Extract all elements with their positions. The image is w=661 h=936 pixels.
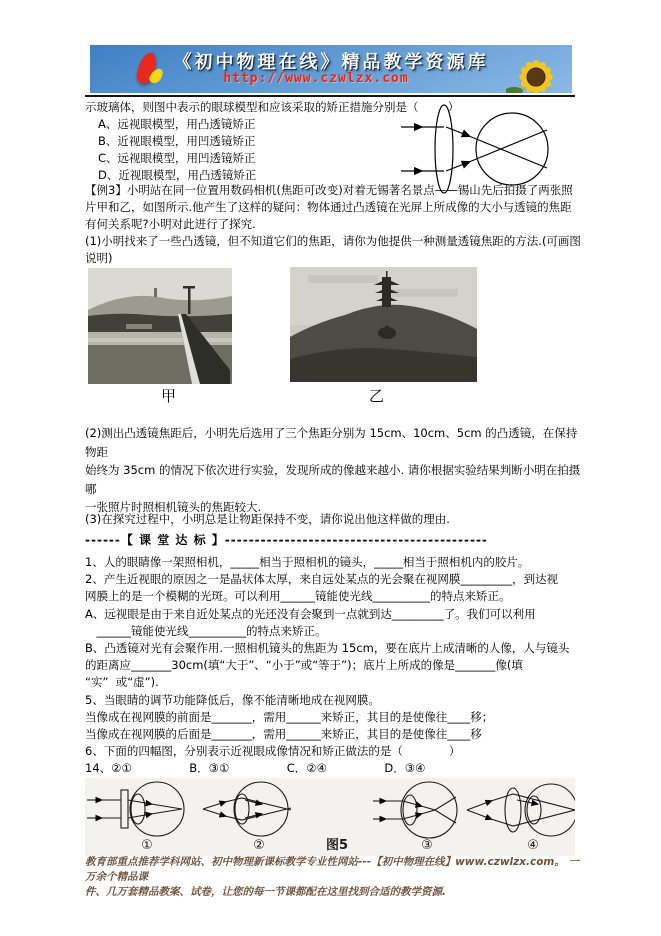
- figure5-caption: 图5: [325, 838, 349, 853]
- classwork-line: ______镜能使光线__________的特点来矫正。: [85, 623, 327, 638]
- footer-promo: [85, 855, 581, 900]
- classwork-line: “实” 或“虚”).: [85, 675, 159, 690]
- classwork-line: 2、产生近视眼的原因之一是晶状体太厚，来自远处某点的光会聚在视网膜_________，到达视: [85, 572, 559, 587]
- option-a: A、远视眼模型，用凸透镜矫正: [98, 117, 256, 131]
- question2-line: 始终为 35cm 的情况下依次进行实验，发现所成的像越来越小. 请你根据实验结果判断小明在拍摄哪: [85, 463, 581, 496]
- example3-line: 片甲和乙，如图所示.他产生了这样的疑问：物体通过凸透镜在光屏上所成像的大小与透镜的焦距: [85, 200, 572, 214]
- eye-model-diagram: [399, 97, 571, 195]
- classwork-line: 6、下面的四幅图，分别表示近视眼成像情况和矫正做法的是（ ）: [85, 744, 461, 759]
- example3-line: (1)小明找来了一些凸透镜，但不知道它们的焦距，请你为他提供一种测量透镜焦距的方法.(可画图: [85, 234, 581, 248]
- option-d: D、近视眼模型，用凸透镜矫正: [98, 168, 257, 182]
- figure5-diagrams: [85, 778, 575, 856]
- question3-line: (3)在探究过程中，小明总是让物距保持不变，请你说出他这样做的理由.: [85, 512, 450, 526]
- option-b: B、近视眼模型，用凹透镜矫正: [98, 134, 256, 148]
- figure5-number-4: ④: [527, 838, 539, 853]
- classwork-line: 网膜上的是一个模糊的光斑。可以利用______镜能使光线__________的特点来矫正。: [85, 589, 511, 604]
- classwork-line: 1、人的眼睛像一架照相机，_____相当于照相机的镜头，_____相当于照相机内的胶片。: [85, 555, 530, 569]
- photo-yi-pagoda-hill: [290, 267, 477, 382]
- banner-url: http://www.czwlzx.com: [223, 71, 409, 86]
- question-stem: 示玻璃体，则图中表示的眼球模型和应该采取的矫正措施分别是（ ）: [85, 100, 460, 114]
- footer-line: 教育部重点推荐学科网站、初中物理新课标教学专业性网站---【初中物理在线】www.czwlzx.com。 一万余个精品课: [85, 856, 580, 883]
- option-c: C、远视眼模型，用凹透镜矫正: [98, 151, 256, 165]
- example3-line: 【例3】小明站在同一位置用数码相机(焦距可改变)对着无锡著名景点——锡山先后拍摄了两张照: [85, 183, 573, 197]
- classwork-section: [85, 531, 589, 778]
- classwork-line: 当像成在视网膜的前面是_______，需用______来矫正，其目的是使像往____移；: [85, 709, 494, 724]
- site-banner: [90, 45, 572, 93]
- classwork-line: A、远视眼是由于来自近处某点的光还没有会聚到一点就到达_________了。我们可以利用: [85, 606, 536, 621]
- classwork-line: B、凸透镜对光有会聚作用.一照相机镜头的焦距为 15cm，要在底片上成清晰的人像，人与镜头: [85, 641, 570, 656]
- photo-label-yi: 乙: [369, 387, 385, 405]
- figure5-number-2: ②: [253, 838, 265, 853]
- figure5-number-3: ③: [421, 838, 433, 853]
- photo-label-jia: 甲: [161, 387, 177, 405]
- lens-ellipse: [435, 105, 453, 193]
- classwork-line: 当像成在视网膜的后面是_______，需用______来矫正，其目的是使像往____移: [85, 727, 482, 742]
- question2-paragraph: [85, 424, 587, 517]
- sunflower-icon: [506, 51, 568, 93]
- footer-line: 件、几万套精品教案、试卷，让您的每一节课都配在这里找到合适的教学资源.: [85, 886, 446, 898]
- example3-paragraph: [85, 182, 587, 267]
- classwork-line: 5、当眼睛的调节功能降低后，像不能清晰地成在视网膜。: [85, 692, 380, 707]
- photo-jia-landscape: [88, 268, 232, 384]
- banner-title: 《初中物理在线》精品教学资源库: [173, 52, 489, 73]
- classwork-header: ------【 课 堂 达 标 】--------------------------------------------: [85, 533, 488, 547]
- question2-line: (2)测出凸透镜焦距后，小明先后选用了三个焦距分别为 15cm、10cm、5cm 的凸透镜，在保持物距: [85, 426, 578, 459]
- example3-line: 说明): [85, 251, 113, 265]
- figure5-number-1: ①: [141, 838, 153, 853]
- example3-line: 有何关系呢?小明对此进行了探究.: [85, 217, 256, 231]
- classwork-line: 14、②① B．③① C．②④ D．③④: [85, 761, 426, 776]
- classwork-line: 的距离应_______30cm(填“大于”、“小于”或“等于”)；底片上所成的像是_______像(填: [85, 658, 523, 673]
- eyeball-circle: [476, 113, 548, 185]
- question2-line: 一张照片时照相机镜头的焦距较大.: [85, 500, 262, 514]
